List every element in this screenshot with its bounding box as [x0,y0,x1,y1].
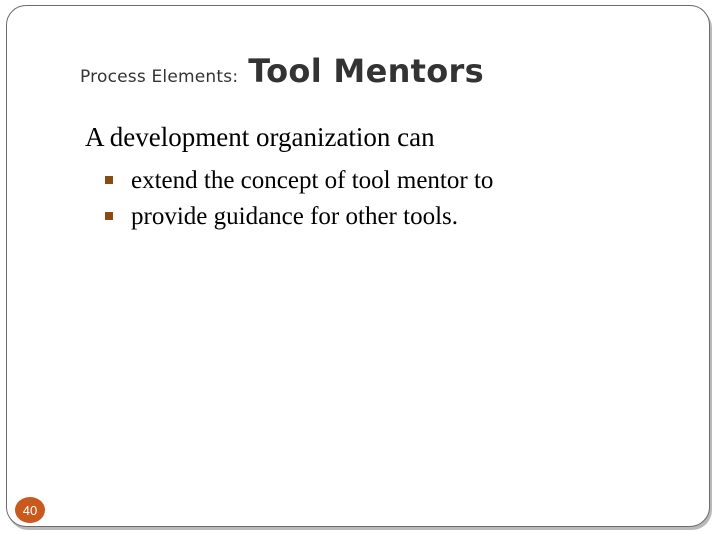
bullet-item [105,163,493,199]
square-bullet-icon [105,176,113,184]
bullet-text: provide guidance for other tools. [131,203,458,230]
title-prefix: Process Elements: [80,67,239,87]
lead-text: A development organization can [85,122,435,152]
bullet-text: extend the concept of tool mentor to [131,167,494,194]
bullet-item [105,199,493,235]
bullet-list [105,163,493,235]
page-number: 40 [22,502,38,518]
title-main: Tool Mentors [248,52,484,90]
page-number-badge [15,497,45,523]
square-bullet-icon [105,212,113,220]
slide-title [80,52,484,90]
